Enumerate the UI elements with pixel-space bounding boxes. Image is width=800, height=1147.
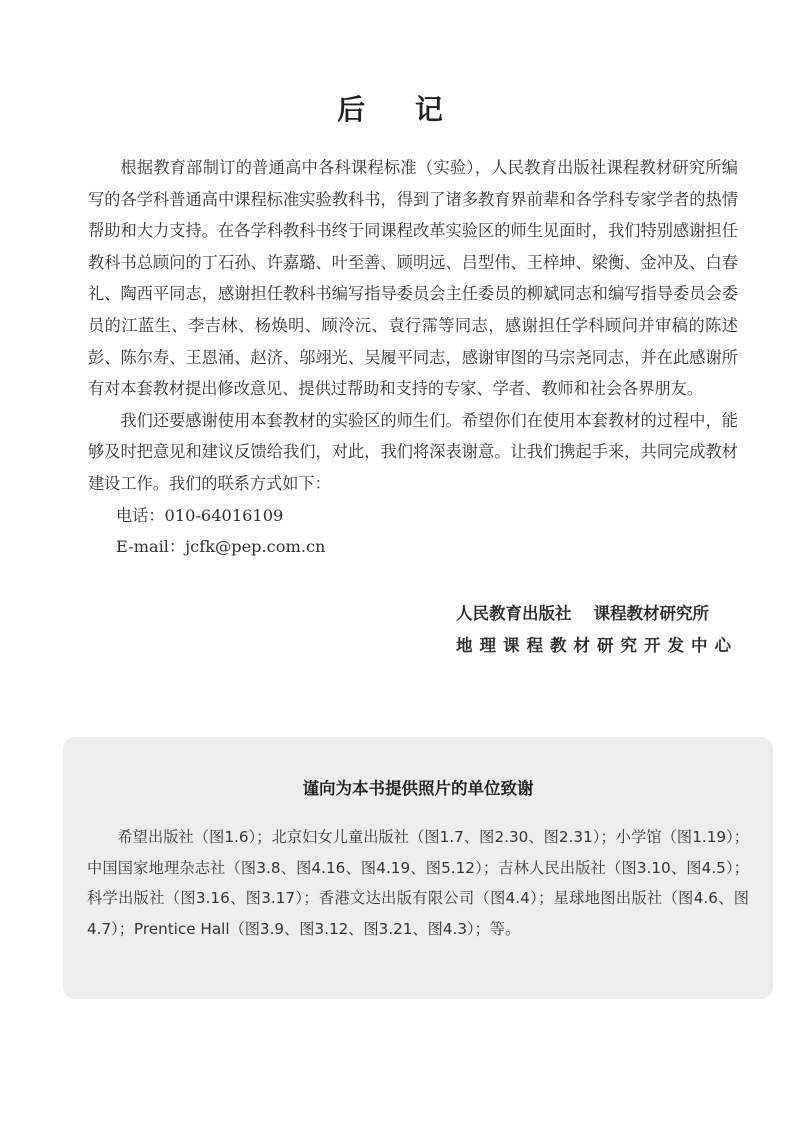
signature-line-1	[456, 598, 756, 630]
photo-acknowledgement-box	[63, 737, 773, 999]
paragraph-1: 根据教育部制订的普通高中各科课程标准（实验），人民教育出版社课程教材研究所编写的各学科普通高中课程标准实验教科书，得到了诸多教育界前辈和各学科专家学者的热情帮助和大力支持。在各学科教科书终于同课程改革实验区的师生见面时，我们特别感谢担任教科书总顾问的丁石孙、许嘉璐、叶至善、顾明远、吕型伟、王梓坤、梁衡、金冲及、白春礼、陶西平同志，感谢担任教科书编写指导委员会主任委员的柳斌同志和编写指导委员会委员的江蓝生、李吉林、杨焕明、顾泠沅、袁行霈等同志，感谢担任学科顾问并审稿的陈述彭、陈尔寿、王恩涌、赵济、邬翊光、吴履平同志，感谢审图的马宗尧同志，并在此感谢所有对本套教材提出修改意见、提供过帮助和支持的专家、学者、教师和社会各界朋友。	[88, 158, 738, 399]
page-title: 后 记	[337, 93, 463, 126]
contact-phone: 电话：010-64016109	[116, 505, 284, 525]
signature-org-publisher: 人民教育出版社	[456, 604, 572, 623]
contact-email: E-mail：jcfk@pep.com.cn	[116, 537, 326, 557]
paragraph-2: 我们还要感谢使用本套教材的实验区的师生们。希望你们在使用本套教材的过程中，能够及时把意见和建议反馈给我们，对此，我们将深表谢意。让我们携起手来，共同完成教材建设工作。我们的联系方式如下：	[88, 410, 738, 493]
acknowledgement-title: 谨向为本书提供照片的单位致谢	[302, 779, 534, 798]
acknowledgement-text: 希望出版社（图1.6）；北京妇女儿童出版社（图1.7、图2.30、图2.31）；小学馆（图1.19）；中国国家地理杂志社（图3.8、图4.16、图4.19、图5.12）；吉林人民出版社（图3.10、图4.5）；科学出版社（图3.16、图3.17）；香港文达出版有限公司（图4.4）；星球地图出版社（图4.6、图4.7）；Prentice Hall（图3.9、图3.12、图3.21、图4.3）；等。	[87, 828, 749, 938]
signature-org-institute: 课程教材研究所	[593, 604, 709, 623]
postscript-body	[88, 152, 738, 563]
signature-org-center: 地理课程教材研究开发中心	[456, 636, 738, 655]
signature	[456, 598, 756, 662]
